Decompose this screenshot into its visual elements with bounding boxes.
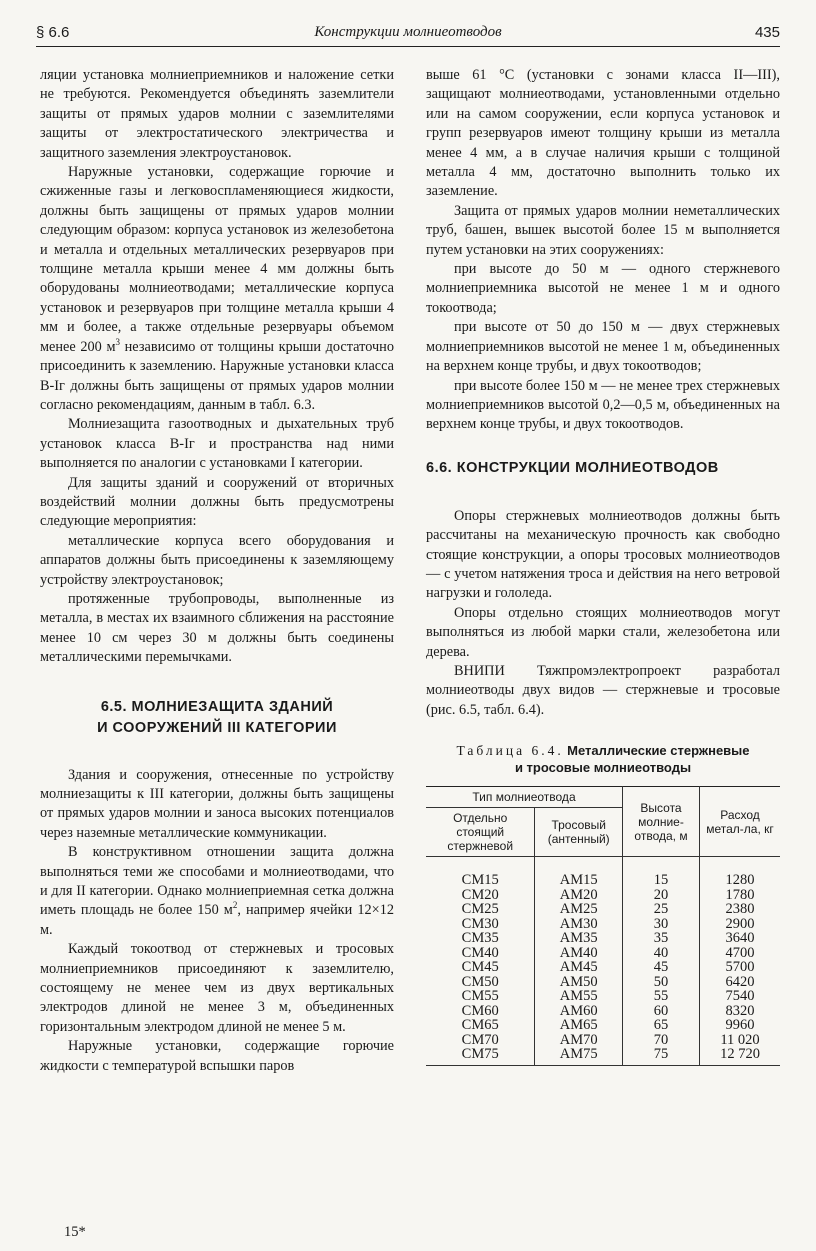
- table-cell: АМ70: [535, 1033, 623, 1048]
- table-cell: 45: [623, 960, 700, 975]
- table-row: [426, 1047, 780, 1065]
- paragraph-text: независимо от толщины крыши достаточно присоединить к заземлению. Наружные установки класса В-Iг должны быть защищены от прямых ударов молнии согласно рекомендациям, данным в табл. 6.3.: [40, 338, 394, 413]
- right-column: [426, 66, 780, 1066]
- paragraph: выше 61 °С (установки с зонами класса II—III), защищают молниеотводами, установленными отдельно или на самом сооружении, если корпуса установок и групп резервуаров имеют толщину крыши из металла менее 4 мм, а в случае наличия крыши с толщиной металла 4 мм, достаточно выполнить только их заземление.: [426, 67, 780, 200]
- data-table: [426, 786, 780, 1066]
- table-cell: СМ70: [426, 1033, 535, 1048]
- table-title: Металлические стержневые: [567, 743, 750, 759]
- running-title: Конструкции молниеотводов: [314, 24, 502, 40]
- table-cell: 65: [623, 1018, 700, 1033]
- table-cell: АМ20: [535, 888, 623, 903]
- table-cell: СМ15: [426, 857, 535, 888]
- table-cell: АМ50: [535, 975, 623, 990]
- table-cell: 9960: [700, 1018, 781, 1033]
- paragraph-text: В конструктивном отношении защита должна выполняться теми же способами и молниеотводами, что и для II категории. Однако молниеприемная сетка должна иметь площадь не более 150 м: [40, 844, 394, 919]
- table-cell: 50: [623, 975, 700, 990]
- table-caption: [426, 742, 780, 776]
- table-cell: АМ60: [535, 1004, 623, 1019]
- paragraph: металлические корпуса всего оборудования и аппаратов должны быть присоединены к заземляющему устройству электроустановок;: [40, 532, 394, 588]
- paragraph: Опоры отдельно стоящих молниеотводов могут выполняться из любой марки стали, железобетона или дерева.: [426, 604, 780, 660]
- section-heading-6-5: [40, 697, 394, 739]
- table-cell: СМ55: [426, 989, 535, 1004]
- table-row: [426, 1004, 780, 1019]
- table-cell: 30: [623, 917, 700, 932]
- table-cell: АМ35: [535, 931, 623, 946]
- table-cell: АМ30: [535, 917, 623, 932]
- table-cell: 6420: [700, 975, 781, 990]
- paragraph-text: , например ячейки 12×12 м.: [40, 902, 394, 938]
- table-cell: 60: [623, 1004, 700, 1019]
- heading-line: 6.5. МОЛНИЕЗАЩИТА ЗДАНИЙ: [100, 698, 334, 715]
- table-row: [426, 888, 780, 903]
- table-row: [426, 946, 780, 961]
- header-rule: [36, 46, 780, 47]
- table-cell: СМ50: [426, 975, 535, 990]
- paragraph: Молниезащита газоотводных и дыхательных труб установок класса В-Iг и пространства над ними выполняется по аналогии с установками I категории.: [40, 416, 394, 472]
- table-cell: 2900: [700, 917, 781, 932]
- table-cell: 4700: [700, 946, 781, 961]
- paragraph: ВНИПИ Тяжпромэлектропроект разработал молниеотводы двух видов — стержневые и тросовые (рис. 6.5, табл. 6.4).: [426, 662, 780, 718]
- table-cell: АМ65: [535, 1018, 623, 1033]
- table-cell: СМ35: [426, 931, 535, 946]
- paragraph: при высоте более 150 м — не менее трех стержневых молниеприемников высотой 0,2—0,5 м, объединенных на верхнем конце трубы, и двух токоотводов.: [426, 377, 780, 433]
- paragraph: Защита от прямых ударов молнии неметаллических труб, башен, вышек высотой более 15 м выполняется путем установки на этих сооружениях:: [426, 202, 780, 258]
- table-cell: СМ60: [426, 1004, 535, 1019]
- table-cell: 40: [623, 946, 700, 961]
- paragraph: Каждый токоотвод от стержневых и тросовых молниеприемников присоединяют к заземлителю, состоящему не менее чем из двух вертикальных электродов длиной не менее 3 м, объединенных горизонтальным электродом длиной не менее 5 м.: [40, 941, 394, 1035]
- table-cell: 3640: [700, 931, 781, 946]
- table-cell: СМ20: [426, 888, 535, 903]
- superscript: 2: [232, 900, 238, 911]
- table-row: [426, 917, 780, 932]
- superscript: 3: [115, 336, 121, 347]
- table-cell: АМ15: [535, 857, 623, 888]
- table-cell: 8320: [700, 1004, 781, 1019]
- heading-line: И СООРУЖЕНИЙ III КАТЕГОРИИ: [97, 719, 337, 736]
- signature-mark: 15*: [64, 1224, 86, 1240]
- page-header: [36, 22, 780, 44]
- table-cell: 11 020: [700, 1033, 781, 1048]
- paragraph: при высоте до 50 м — одного стержневого молниеприемника высотой не менее 1 м и одного токоотвода;: [426, 261, 780, 316]
- table-row: [426, 931, 780, 946]
- table-cell: 2380: [700, 902, 781, 917]
- table-cell: АМ75: [535, 1047, 623, 1065]
- table-cell: АМ40: [535, 946, 623, 961]
- paragraph: [40, 163, 394, 415]
- paragraph: при высоте от 50 до 150 м — двух стержневых молниеприемников высотой не менее 1 м, объединенных на верхнем конце трубы, и двух токоотводов;: [426, 319, 780, 375]
- table-row: [426, 960, 780, 975]
- table-row: [426, 989, 780, 1004]
- section-heading-6-6: 6.6. КОНСТРУКЦИИ МОЛНИЕОТВОДОВ: [426, 459, 719, 476]
- left-column: [40, 66, 394, 1076]
- table-title: и тросовые молниеотводы: [514, 760, 692, 776]
- table-row: [426, 1018, 780, 1033]
- table-label: Таблица 6.4.: [456, 743, 564, 759]
- paragraph: протяженные трубопроводы, выполненные из металла, в местах их взаимного сближения на расстояние менее 10 см через 30 м должны быть соединены металлическими перемычками.: [40, 590, 394, 666]
- table-cell: СМ30: [426, 917, 535, 932]
- table-cell: 1280: [700, 857, 781, 888]
- paragraph-text: Наружные установки, содержащие горючие и сжиженные газы и легковоспламеняющиеся жидкости, должны быть защищены от прямых ударов молнии следующим образом: корпуса установок из железобетона и металла и отдельных металлических резервуаров при толщине металла крыши менее 4 мм должны быть оборудованы молниеотводами; металлические корпуса установок и резервуаров при толщине металла крыши 4 мм и более, а также отдельные резервуары объемом менее 200 м: [40, 164, 394, 355]
- column-header-cable: Тросовый (антенный): [535, 808, 623, 857]
- table-cell: 5700: [700, 960, 781, 975]
- table-cell: АМ45: [535, 960, 623, 975]
- table-cell: 12 720: [700, 1047, 781, 1065]
- column-header-height: Высота молние-отвода, м: [623, 787, 700, 857]
- table-body: [426, 857, 780, 1066]
- table-cell: 15: [623, 857, 700, 888]
- table-cell: 70: [623, 1033, 700, 1048]
- table-cell: СМ45: [426, 960, 535, 975]
- table-cell: 55: [623, 989, 700, 1004]
- column-header-rod: Отдельно стоящий стержневой: [426, 808, 535, 857]
- table-row: [426, 857, 780, 888]
- page-number: 435: [754, 24, 780, 41]
- table-cell: АМ55: [535, 989, 623, 1004]
- table-cell: СМ25: [426, 902, 535, 917]
- table-cell: 20: [623, 888, 700, 903]
- section-number: § 6.6: [36, 24, 70, 41]
- table-cell: АМ25: [535, 902, 623, 917]
- table-cell: 75: [623, 1047, 700, 1065]
- paragraph: ляции установка молниеприемников и наложение сетки не требуются. Рекомендуется объединять заземлители защиты от прямых ударов молнии с заземлителями защиты от электростатического электричества и защитного заземления электроустановок.: [40, 67, 394, 161]
- table-cell: СМ75: [426, 1047, 535, 1065]
- table-cell: СМ40: [426, 946, 535, 961]
- table-row: [426, 975, 780, 990]
- table-cell: 1780: [700, 888, 781, 903]
- table-cell: 25: [623, 902, 700, 917]
- paragraph: Здания и сооружения, отнесенные по устройству молниезащиты к III категории, должны быть защищены от прямых ударов молнии и заноса высоких потенциалов через наземные металлические коммуникации.: [40, 766, 394, 841]
- paragraph: Опоры стержневых молниеотводов должны быть рассчитаны на механическую прочность как свободно стоящие конструкции, а опоры тросовых молниеотводов — с учетом натяжения троса и действия на него ветровой нагрузки и гололеда.: [426, 507, 780, 602]
- table-cell: 35: [623, 931, 700, 946]
- column-header-mass: Расход метал-ла, кг: [700, 787, 781, 857]
- table-row: [426, 1033, 780, 1048]
- paragraph: Для защиты зданий и сооружений от вторичных воздействий молнии должны быть предусмотрены следующие мероприятия:: [40, 474, 394, 530]
- paragraph: Наружные установки, содержащие горючие жидкости с температурой вспышки паров: [40, 1038, 394, 1074]
- table-cell: СМ65: [426, 1018, 535, 1033]
- table-cell: 7540: [700, 989, 781, 1004]
- paragraph: [40, 843, 394, 940]
- table-row: [426, 902, 780, 917]
- column-group-header: Тип молниеотвода: [426, 787, 623, 808]
